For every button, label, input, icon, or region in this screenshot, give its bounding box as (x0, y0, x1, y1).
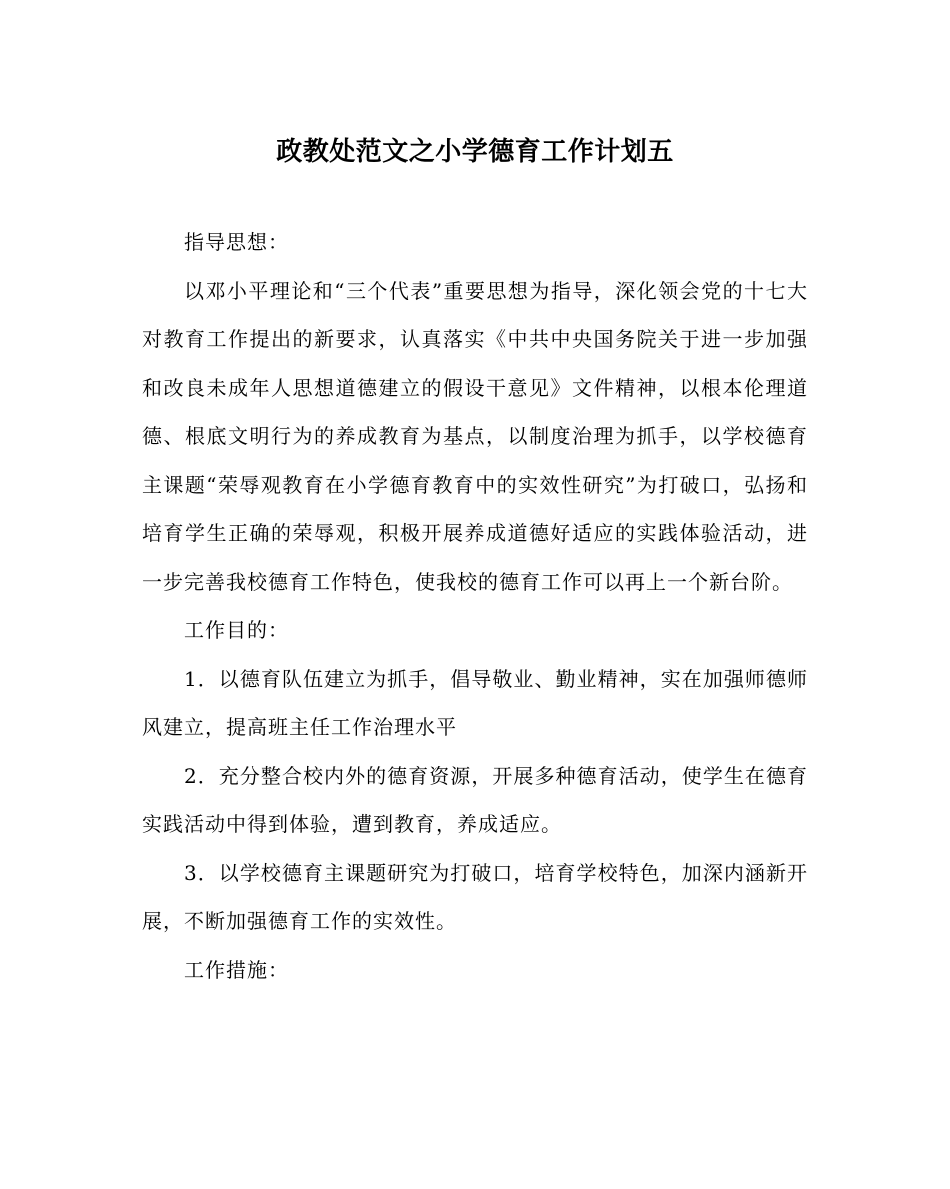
paragraph-goal-2: 2．充分整合校内外的德育资源，开展多种德育活动，使学生在德育实践活动中得到体验，遭到教育，养成适应。 (142, 763, 808, 836)
paragraph-goal-3: 3．以学校德育主课题研究为打破口，培育学校特色，加深内涵新开展，不断加强德育工作的实效性。 (142, 860, 808, 933)
section-heading-work-measures: 工作措施： (184, 957, 289, 982)
document-body (142, 218, 808, 994)
paragraph-goal-1: 1．以德育队伍建立为抓手，倡导敬业、勤业精神，实在加强师德师风建立，提高班主任工作治理水平 (142, 666, 808, 739)
section-heading-work-goals: 工作目的： (184, 618, 289, 642)
document-title: 政教处范文之小学德育工作计划五 (276, 137, 674, 167)
section-heading-guiding-ideology: 指导思想： (184, 230, 289, 254)
paragraph-guiding-ideology: 以邓小平理论和“三个代表”重要思想为指导，深化领会党的十七大对教育工作提出的新要求，认真落实《中共中央国务院关于进一步加强和改良未成年人思想道德建立的假设干意见》文件精神，以根本伦理道德、根底文明行为的养成教育为基点，以制度治理为抓手，以学校德育主课题“荣辱观教育在小学德育教育中的实效性研究”为打破口，弘扬和培育学生正确的荣辱观，积极开展养成道德好适应的实践体验活动，进一步完善我校德育工作特色，使我校的德育工作可以再上一个新台阶。 (142, 278, 808, 594)
